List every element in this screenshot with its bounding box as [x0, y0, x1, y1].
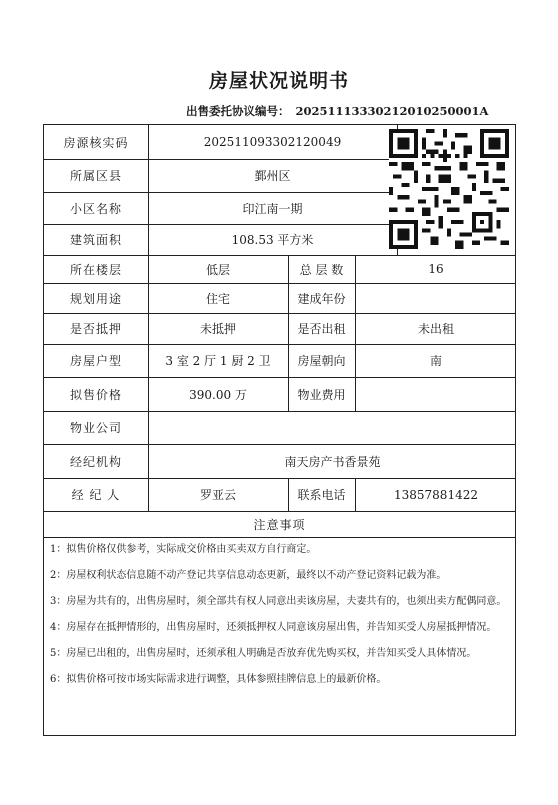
mortgaged-label: 是否抵押: [69, 322, 122, 336]
agent-label: 经 纪 人: [71, 488, 121, 502]
property-fee-value: [355, 377, 517, 411]
district-value: 鄞州区: [254, 169, 291, 183]
qr-code-icon: [389, 129, 509, 249]
property-fee-label: 物业费用: [297, 387, 346, 402]
phone-label: 联系电话: [297, 488, 346, 502]
district-label: 所属区县: [69, 169, 122, 183]
verification-code-value: 202511093302120049: [203, 135, 342, 149]
agent-value: 罗亚云: [199, 488, 236, 502]
contract-label: 出售委托协议编号：: [186, 104, 290, 118]
document-title: 房屋状况说明书: [208, 70, 349, 92]
contract-number-line: [186, 103, 488, 119]
rented-value: 未出租: [417, 322, 454, 336]
usage-value: 住宅: [205, 291, 230, 306]
layout-value: 3 室 2 厅 1 厨 2 卫: [165, 354, 271, 368]
usage-label: 规划用途: [69, 291, 122, 306]
total-floors-value: 16: [428, 262, 444, 276]
community-label: 小区名称: [69, 201, 122, 216]
build-year-label: 建成年份: [297, 291, 346, 306]
total-floors-label: 总 层 数: [299, 262, 344, 277]
agency-value: 南天房产书香景苑: [284, 454, 381, 469]
note-item: 6：拟售价格可按市场实际需求进行调整，具体参照挂牌信息上的最新价格。: [50, 674, 387, 685]
note-item: 2：房屋权利状态信息随不动产登记共享信息动态更新，最终以不动产登记资料记载为准。: [50, 570, 447, 581]
build-year-value: [355, 283, 517, 313]
property-info-table: [43, 124, 516, 736]
floor-label: 所在楼层: [69, 262, 122, 277]
orientation-label: 房屋朝向: [297, 354, 346, 368]
note-item: 5：房屋已出租的，出售房屋时，还须承租人明确是否放弃优先购买权，并告知买受人具体情况。: [50, 648, 477, 659]
layout-label: 房屋户型: [69, 354, 122, 368]
property-company-label: 物业公司: [69, 421, 122, 435]
notes-list: [50, 539, 509, 695]
contract-number: 20251113330212010250001A: [295, 104, 489, 118]
mortgaged-value: 未抵押: [199, 322, 236, 336]
note-item: 4：房屋存在抵押情形的，出售房屋时，还须抵押权人同意该房屋出售，并告知买受人房屋抵押情况。: [50, 622, 497, 633]
price-label: 拟售价格: [69, 387, 122, 402]
note-item: 3：房屋为共有的，出售房屋时，须全部共有权人同意出卖该房屋，夫妻共有的，也须出卖方配偶同意。: [50, 596, 507, 607]
rented-label: 是否出租: [297, 322, 346, 336]
community-value: 印江南一期: [242, 201, 303, 216]
phone-value: 13857881422: [394, 487, 478, 502]
property-company-value: [148, 411, 517, 444]
note-item: 1：拟售价格仅供参考，实际成交价格由买卖双方自行商定。: [50, 544, 317, 555]
notes-title: 注意事项: [253, 517, 306, 532]
price-value: 390.00 万: [189, 387, 247, 402]
area-value: 108.53 平方米: [231, 233, 314, 247]
floor-value: 低层: [205, 262, 230, 277]
area-label: 建筑面积: [69, 233, 122, 247]
orientation-value: 南: [429, 354, 442, 368]
verification-code-label: 房源核实码: [63, 135, 129, 150]
agency-label: 经纪机构: [69, 454, 122, 469]
